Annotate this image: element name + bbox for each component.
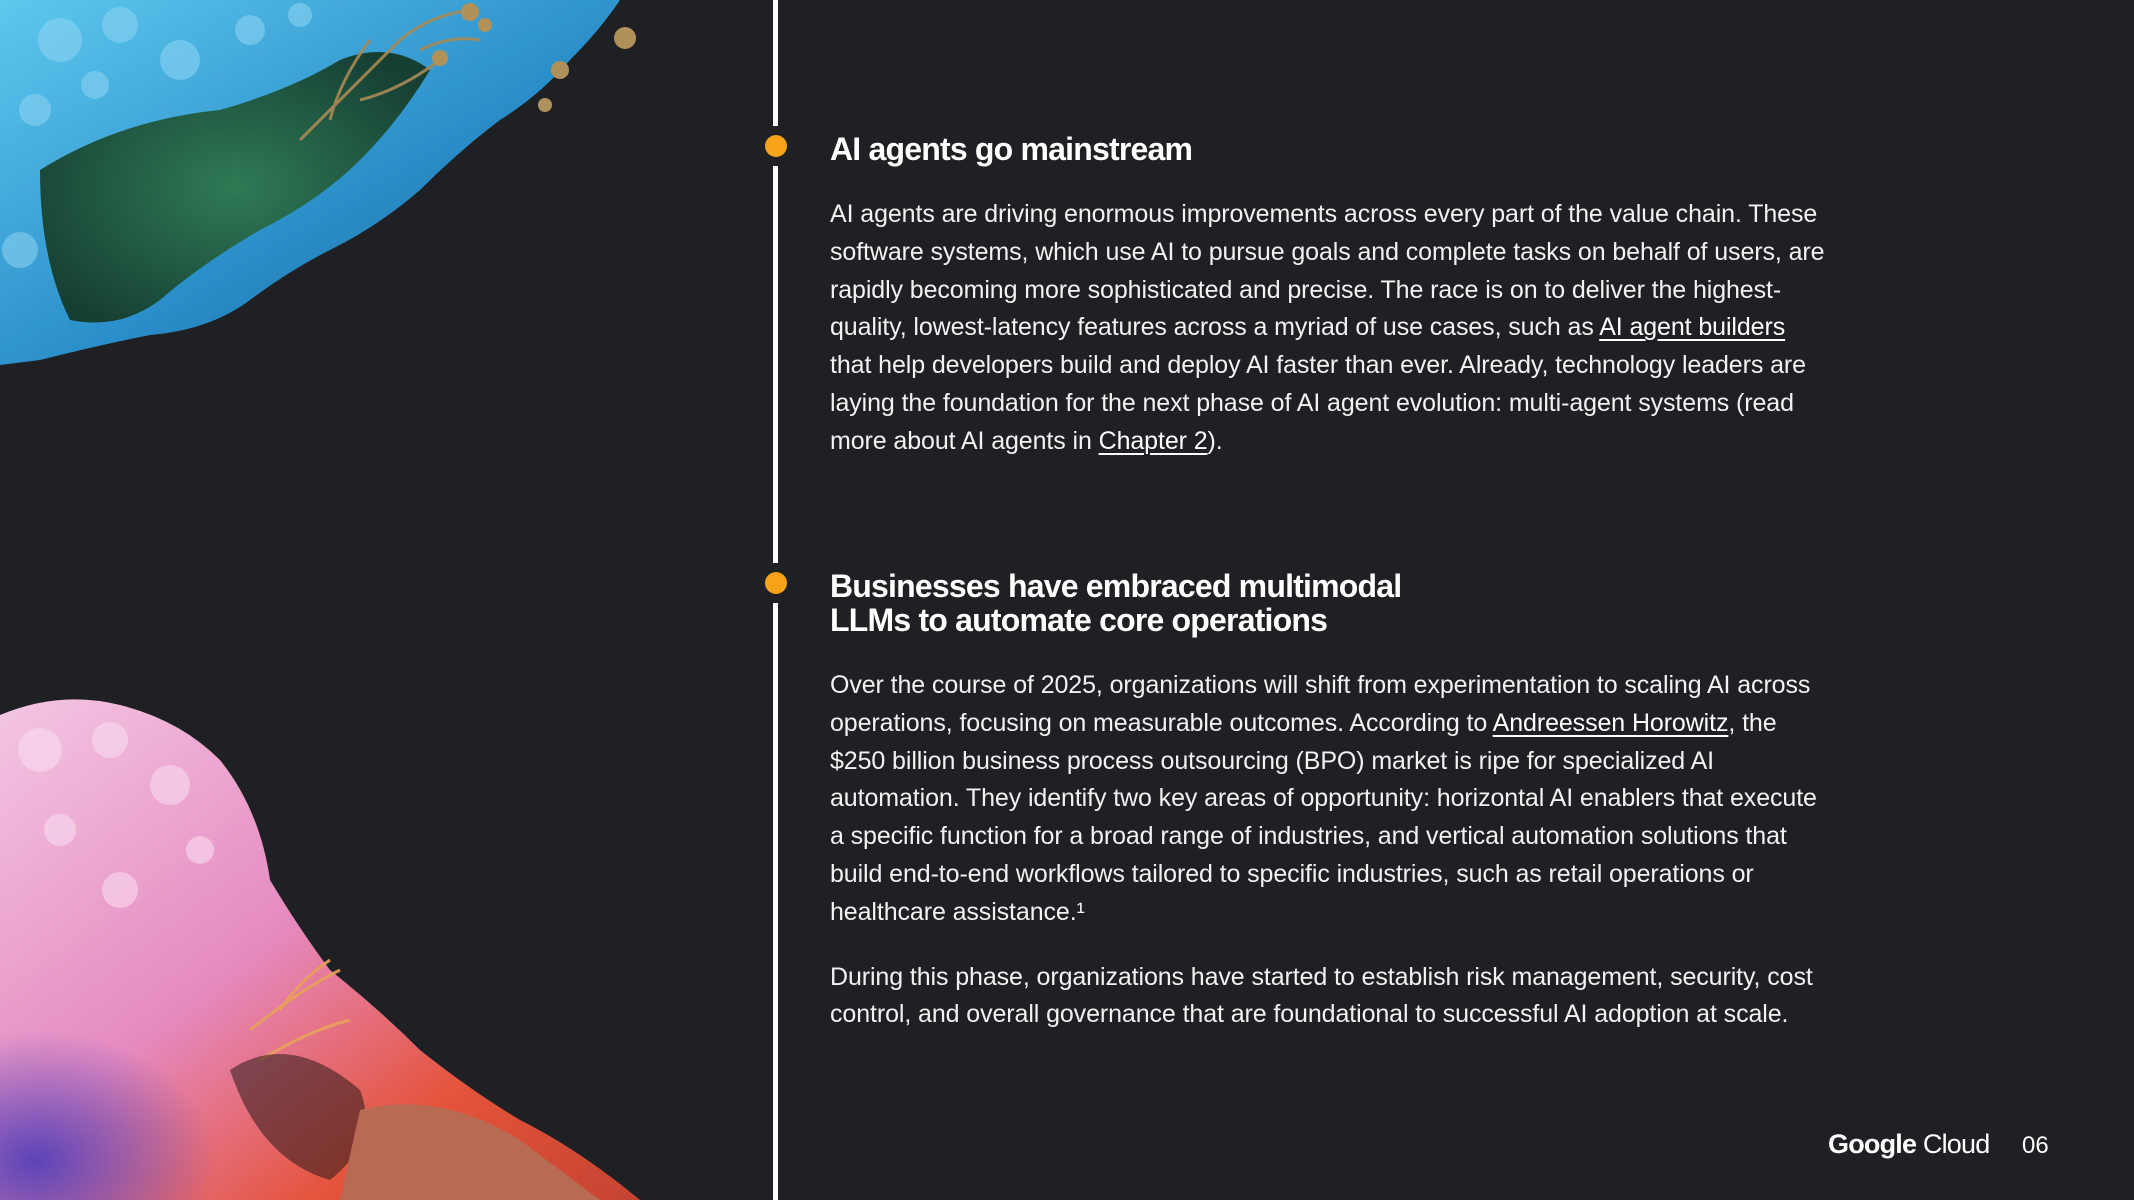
- section-heading: AI agents go mainstream: [830, 131, 1193, 167]
- section-multimodal-llms: [830, 569, 1830, 1034]
- timeline-dot-2: [765, 572, 787, 594]
- section-ai-agents: [830, 132, 1830, 461]
- paragraph-text: AI agents are driving enormous improvements across every part of the value chain. These software systems, which use AI to pursue goals and complete tasks on behalf of users, are rapidly becoming more sophisticated and precise. The race is on to deliver the highest-quality, lowest-latency features across a myriad of use cases, such as: [830, 200, 1825, 342]
- chapter-2-link[interactable]: Chapter 2: [1098, 426, 1208, 455]
- brand-cloud: Cloud: [1922, 1129, 1990, 1159]
- ai-agent-builders-link[interactable]: AI agent builders: [1599, 313, 1786, 342]
- andreessen-horowitz-link[interactable]: Andreessen Horowitz: [1492, 708, 1729, 737]
- section-heading: [830, 569, 1830, 637]
- heading-line: LLMs to automate core operations: [830, 602, 1328, 638]
- paragraph-text: ).: [1207, 426, 1223, 455]
- section-paragraph: [830, 959, 1830, 1035]
- timeline-dot-1: [765, 135, 787, 157]
- page-number: 06: [2022, 1132, 2049, 1159]
- paragraph-text: that help developers build and deploy AI faster than ever. Already, technology leaders are laying the foundation for the next phase of AI agent evolution: multi-agent systems (read more about AI agents in: [830, 351, 1806, 455]
- brand-google: Google: [1828, 1129, 1917, 1159]
- google-cloud-logo: [1828, 1128, 1989, 1160]
- coral-top-image: [0, 0, 650, 380]
- section-paragraph: [830, 667, 1830, 932]
- paragraph-text: Over the course of 2025, organizations will shift from experimentation to scaling AI across operations, focusing on measurable outcomes. According to: [830, 671, 1811, 737]
- section-paragraph: [830, 196, 1830, 461]
- coral-bottom-image: [0, 690, 660, 1200]
- heading-line: Businesses have embraced multimodal: [830, 568, 1402, 604]
- paragraph-text: , the $250 billion business process outsourcing (BPO) market is ripe for specialized AI automation. They identify two key areas of opportunity: horizontal AI enablers that execute a specific function for a broad range of industries, and vertical automation solutions that build end-to-end workflows tailored to specific industries, such as retail operations or healthcare assistance.¹: [830, 708, 1817, 926]
- paragraph-text: During this phase, organizations have started to establish risk management, security, cost control, and overall governance that are foundational to successful AI adoption at scale.: [830, 962, 1813, 1029]
